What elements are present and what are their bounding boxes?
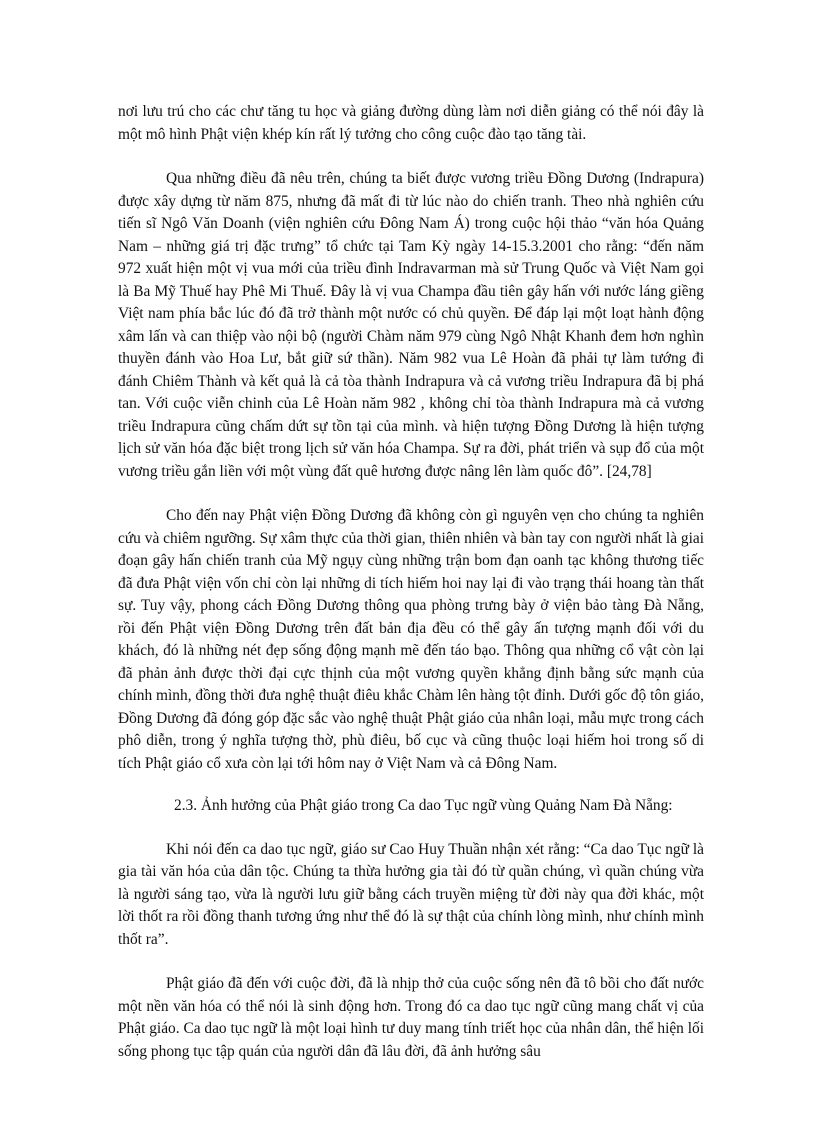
- paragraph-buddhism-folk-verse: Phật giáo đã đến với cuộc đời, đã là nhịp thở của cuộc sống nên đã tô bồi cho đất nước một nền văn hóa có thể nói là sinh động hơn. Trong đó ca dao tục ngữ cũng mang chất vị của Phật giáo. Ca dao tục ngữ là một loại hình tư duy mang tính triết học của nhân dân, thể hiện lối sống phong tục tập quán của người dân đã lâu đời, đã ảnh hưởng sâu: [118, 975, 704, 1060]
- paragraph-dong-duong-buddhist-institute: Cho đến nay Phật viện Đồng Dương đã không còn gì nguyên vẹn cho chúng ta nghiên cứu và chiêm ngưỡng. Sự xâm thực của thời gian, thiên nhiên và bàn tay con người nhất là giai đoạn gây hấn chiến tranh của Mỹ ngụy cùng những trận bom đạn oanh tạc không thương tiếc đã đưa Phật viện vốn chỉ còn lại những di tích hiếm hoi nay lại đi vào trạng thái hoang tàn thất sự. Tuy vậy, phong cách Đồng Dương thông qua phòng trưng bày ở viện bảo tàng Đà Nẵng, rồi đến Phật viện Đồng Dương trên đất bản địa đều có thể gây ấn tượng mạnh đối với du khách, đó là những nét đẹp sống động mạnh mẽ đến táo bạo. Thông qua những cổ vật còn lại đã phản ảnh được thời đại cực thịnh của một vương quyền khẳng định bằng sức mạnh của chính mình, đồng thời đưa nghệ thuật điêu khắc Chàm lên hàng tột đỉnh. Dưới gốc độ tôn giáo, Đồng Dương đã đóng góp đặc sắc vào nghệ thuật Phật giáo của nhân loại, mẫu mực trong cách phô diễn, trong ý nghĩa tượng thờ, phù điêu, bố cục và cũng thuộc loại hiếm hoi trong số di tích Phật giáo cổ xưa còn lại tới hôm nay ở Việt Nam và cả Đông Nam.: [118, 507, 704, 772]
- paragraph-folk-verse-quote: Khi nói đến ca dao tục ngữ, giáo sư Cao Huy Thuần nhận xét rằng: “Ca dao Tục ngữ là gia tài văn hóa của dân tộc. Chúng ta thừa hưởng gia tài đó từ quần chúng, vì quần chúng vừa là người sáng tạo, vừa là người lưu giữ bằng cách truyền miệng từ đời này qua đời khác, một lời thốt ra rồi đồng thanh tương ứng như thể đó là sự thật của chính lòng mình, như chính mình thốt ra”.: [118, 840, 704, 948]
- section-heading: 2.3. Ảnh hưởng của Phật giáo trong Ca dao Tục ngữ vùng Quảng Nam Đà Nẵng:: [174, 797, 673, 814]
- paragraph-continuation: nơi lưu trú cho các chư tăng tu học và giảng đường dùng làm nơi diễn giảng có thể nói đây là một mô hình Phật viện khép kín rất lý tưởng cho công cuộc đào tạo tăng tài.: [118, 103, 704, 143]
- document-page: [118, 101, 704, 1063]
- paragraph-dong-duong-dynasty: Qua những điều đã nêu trên, chúng ta biết được vương triều Đồng Dương (Indrapura) được xây dựng từ năm 875, nhưng đã mất đi từ lúc nào do chiến tranh. Theo nhà nghiên cứu tiến sĩ Ngô Văn Doanh (viện nghiên cứu Đông Nam Á) trong cuộc hội thảo “văn hóa Quảng Nam – những giá trị đặc trưng” tổ chức tại Tam Kỳ ngày 14-15.3.2001 cho rằng: “đến năm 972 xuất hiện một vị vua mới của triều đình Indravarman mà sử Trung Quốc và Việt Nam gọi là Ba Mỹ Thuế hay Phê Mi Thuế. Đây là vị vua Champa đầu tiên gây hấn với nước láng giềng Việt nam phía bắc lúc đó đã trở thành một nước có chủ quyền. Để đáp lại một loạt hành động xâm lấn và can thiệp vào nội bộ (người Chàm năm 979 cùng Ngô Nhật Khanh đem hơn nghìn thuyền đánh vào Hoa Lư, bắt giữ sứ thần). Năm 982 vua Lê Hoàn đã phải tự làm tướng đi đánh Chiêm Thành và kết quả là cả tòa thành Indrapura và cả vương triều Indrapura đã bị phá tan. Với cuộc viễn chinh của Lê Hoàn năm 982 , không chỉ tòa thành Indrapura mà cả vương triều Indrapura cũng chấm dứt sự tồn tại của mình. và hiện tượng Đồng Dương là hiện tượng lịch sử văn hóa đặc biệt trong lịch sử văn hóa Champa. Sự ra đời, phát triển và sụp đổ của một vương triều gắn liền với một vùng đất quê hương được nâng lên làm quốc đô”. [24,78]: [118, 170, 704, 480]
